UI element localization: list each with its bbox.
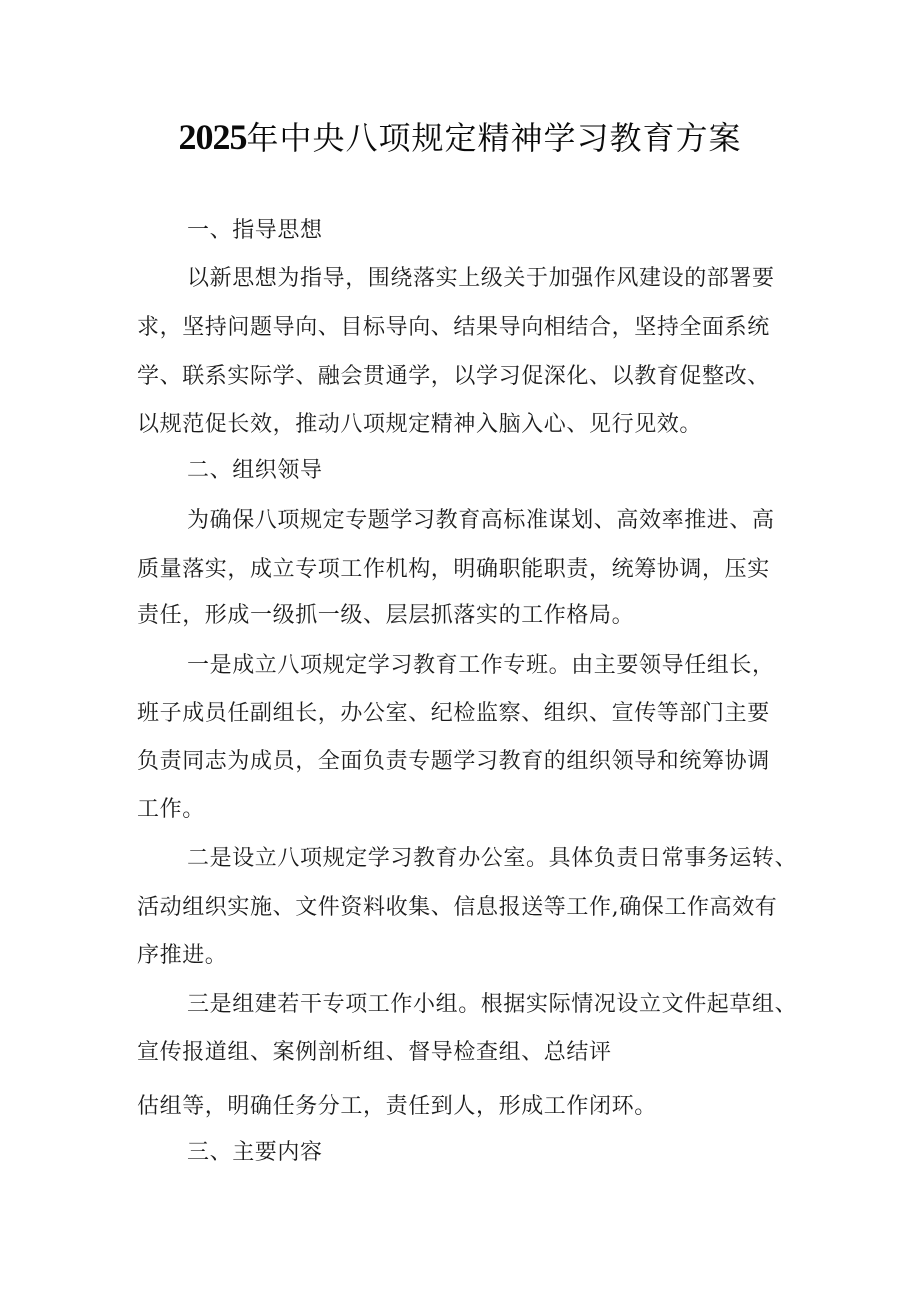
section-heading-main-content: 三、主要内容 [187, 1140, 323, 1165]
paragraph-line: 以规范促长效，推动八项规定精神入脑入心、见行见效。 [137, 412, 703, 437]
title-text: 年中央八项规定精神学习教育方案 [246, 119, 742, 157]
paragraph-line: 宣传报道组、案例剖析组、督导检查组、总结评 [137, 1040, 612, 1065]
paragraph-line: 工作。 [137, 797, 205, 822]
paragraph-line: 学、联系实际学、融会贯通学，以学习促深化、以教育促整改、 [137, 364, 770, 389]
title-year: 2025 [178, 117, 247, 157]
paragraph-line: 班子成员任副组长，办公室、纪检监察、组织、宣传等部门主要 [137, 701, 770, 726]
paragraph-line: 二是设立八项规定学习教育办公室。具体负责日常事务运转、 [187, 846, 798, 871]
paragraph-line: 负责同志为成员，全面负责专题学习教育的组织领导和统筹协调 [137, 749, 770, 774]
paragraph-line: 求，坚持问题导向、目标导向、结果导向相结合，坚持全面系统 [137, 315, 770, 340]
paragraph-line: 一是成立八项规定学习教育工作专班。由主要领导任组长， [187, 653, 775, 678]
paragraph-line: 质量落实，成立专项工作机构，明确职能职责，统筹协调，压实 [137, 557, 770, 582]
section-heading-organization-leadership: 二、组织领导 [187, 458, 323, 483]
paragraph-line: 以新思想为指导，围绕落实上级关于加强作风建设的部署要 [187, 266, 775, 291]
paragraph-line: 序推进。 [137, 943, 228, 968]
paragraph-line: 三是组建若干专项工作小组。根据实际情况设立文件起草组、 [187, 992, 798, 1017]
paragraph-line: 为确保八项规定专题学习教育高标准谋划、高效率推进、高 [187, 508, 775, 533]
paragraph-line: 活动组织实施、文件资料收集、信息报送等工作,确保工作高效有 [137, 895, 778, 920]
paragraph-line: 责任，形成一级抓一级、层层抓落实的工作格局。 [137, 603, 635, 628]
paragraph-line: 估组等，明确任务分工，责任到人，形成工作闭环。 [137, 1094, 657, 1119]
section-heading-guiding-ideology: 一、指导思想 [187, 218, 323, 243]
document-title [0, 114, 920, 161]
